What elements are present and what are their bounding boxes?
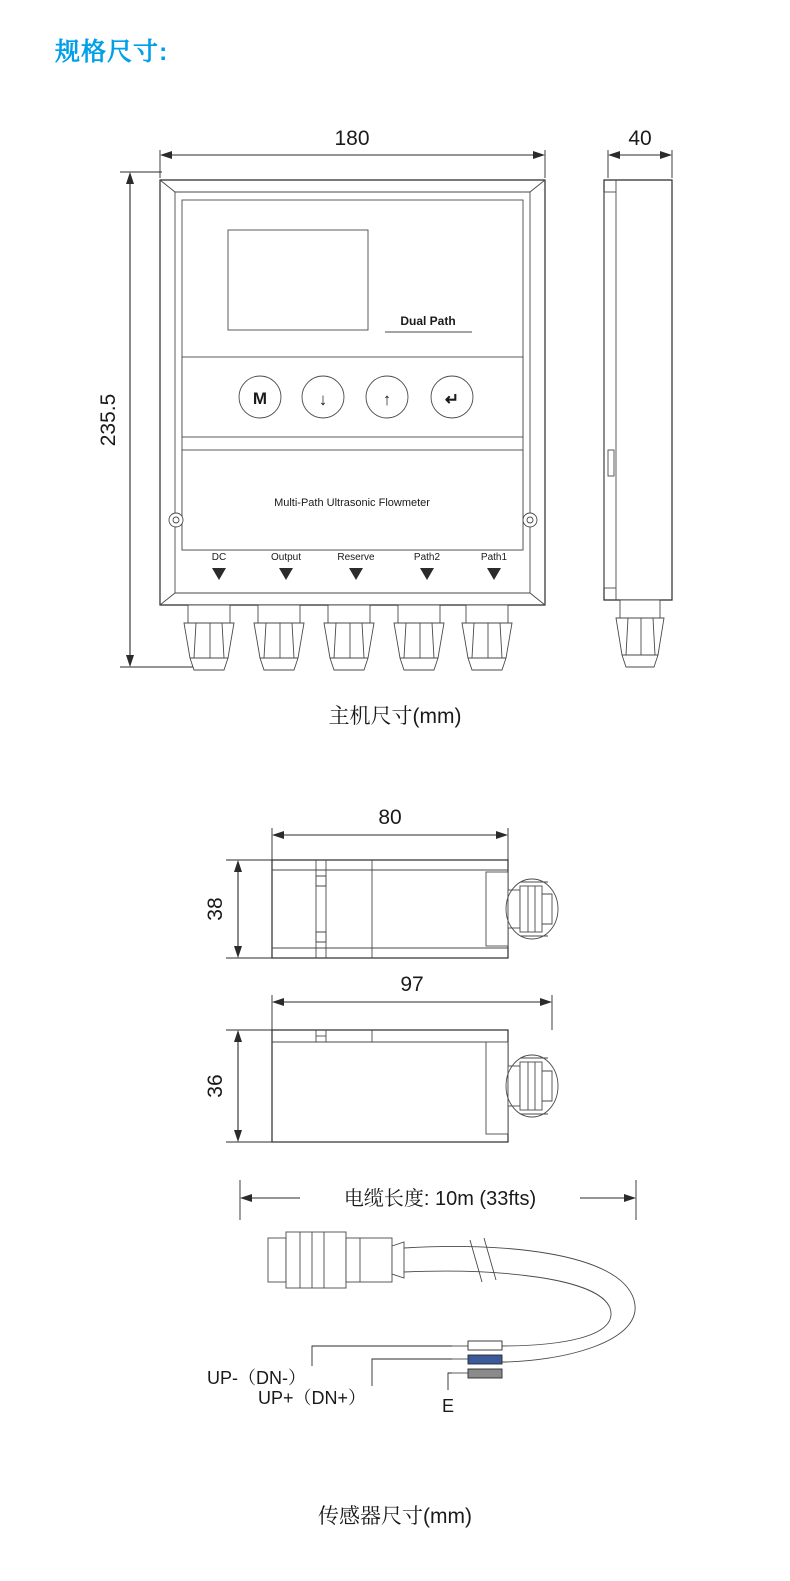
key-menu[interactable] xyxy=(239,376,281,418)
key-enter-label: ↵ xyxy=(444,390,460,409)
dim-sensor-depth-value: 36 xyxy=(204,1074,227,1098)
svg-text:Reserve: Reserve xyxy=(337,552,375,563)
dim-sensor-height-38 xyxy=(204,860,274,958)
product-label: Multi-Path Ultrasonic Flowmeter xyxy=(274,497,430,509)
key-down-label: ↓ xyxy=(318,390,328,409)
dim-sensor-length-value: 97 xyxy=(400,973,424,996)
dim-width-180 xyxy=(160,127,545,178)
cable-glands xyxy=(184,605,512,670)
screw-right xyxy=(523,513,537,527)
wire-label-earth: E xyxy=(441,1396,455,1416)
key-down[interactable] xyxy=(302,376,344,418)
svg-text:Output: Output xyxy=(270,552,302,563)
dim-sensor-width-80 xyxy=(272,806,508,860)
sensor-drawing xyxy=(0,790,790,1510)
dim-depth-value: 40 xyxy=(628,127,652,150)
main-unit-side-view xyxy=(604,180,672,667)
main-unit-front-view xyxy=(160,180,545,670)
dim-sensor-height-value: 38 xyxy=(204,897,227,921)
dim-depth-40 xyxy=(608,127,672,178)
page-title: 规格尺寸: xyxy=(55,38,169,66)
dim-sensor-length-97 xyxy=(272,973,552,1030)
svg-text:DC: DC xyxy=(211,552,227,563)
key-enter[interactable] xyxy=(431,376,473,418)
sensor-side-view xyxy=(272,1030,558,1142)
main-unit-caption: 主机尺寸(mm) xyxy=(328,705,462,728)
lcd-display xyxy=(228,230,368,330)
dim-width-value: 180 xyxy=(334,127,370,150)
key-up-label: ↑ xyxy=(382,390,392,409)
key-menu-label: M xyxy=(252,389,268,408)
sensor-caption: 传感器尺寸(mm) xyxy=(318,1505,472,1528)
svg-text:Path2: Path2 xyxy=(413,552,441,563)
screw-left xyxy=(169,513,183,527)
dim-height-value: 235.5 xyxy=(97,393,120,447)
cable-assembly xyxy=(207,1232,635,1416)
key-up[interactable] xyxy=(366,376,408,418)
wire-label-up-plus: UP+（DN+） xyxy=(257,1388,366,1408)
main-unit-drawing xyxy=(0,110,790,770)
dim-sensor-width-value: 80 xyxy=(378,806,402,829)
sensor-top-view xyxy=(272,860,558,958)
wire-label-up-minus: UP-（DN-） xyxy=(207,1368,306,1388)
dim-cable-length xyxy=(240,1180,636,1220)
dim-sensor-depth-36 xyxy=(204,1030,274,1142)
display-label: Dual Path xyxy=(400,314,456,328)
cable-length-label: 电缆长度: 10m (33fts) xyxy=(343,1188,537,1210)
svg-text:Path1: Path1 xyxy=(480,552,508,563)
